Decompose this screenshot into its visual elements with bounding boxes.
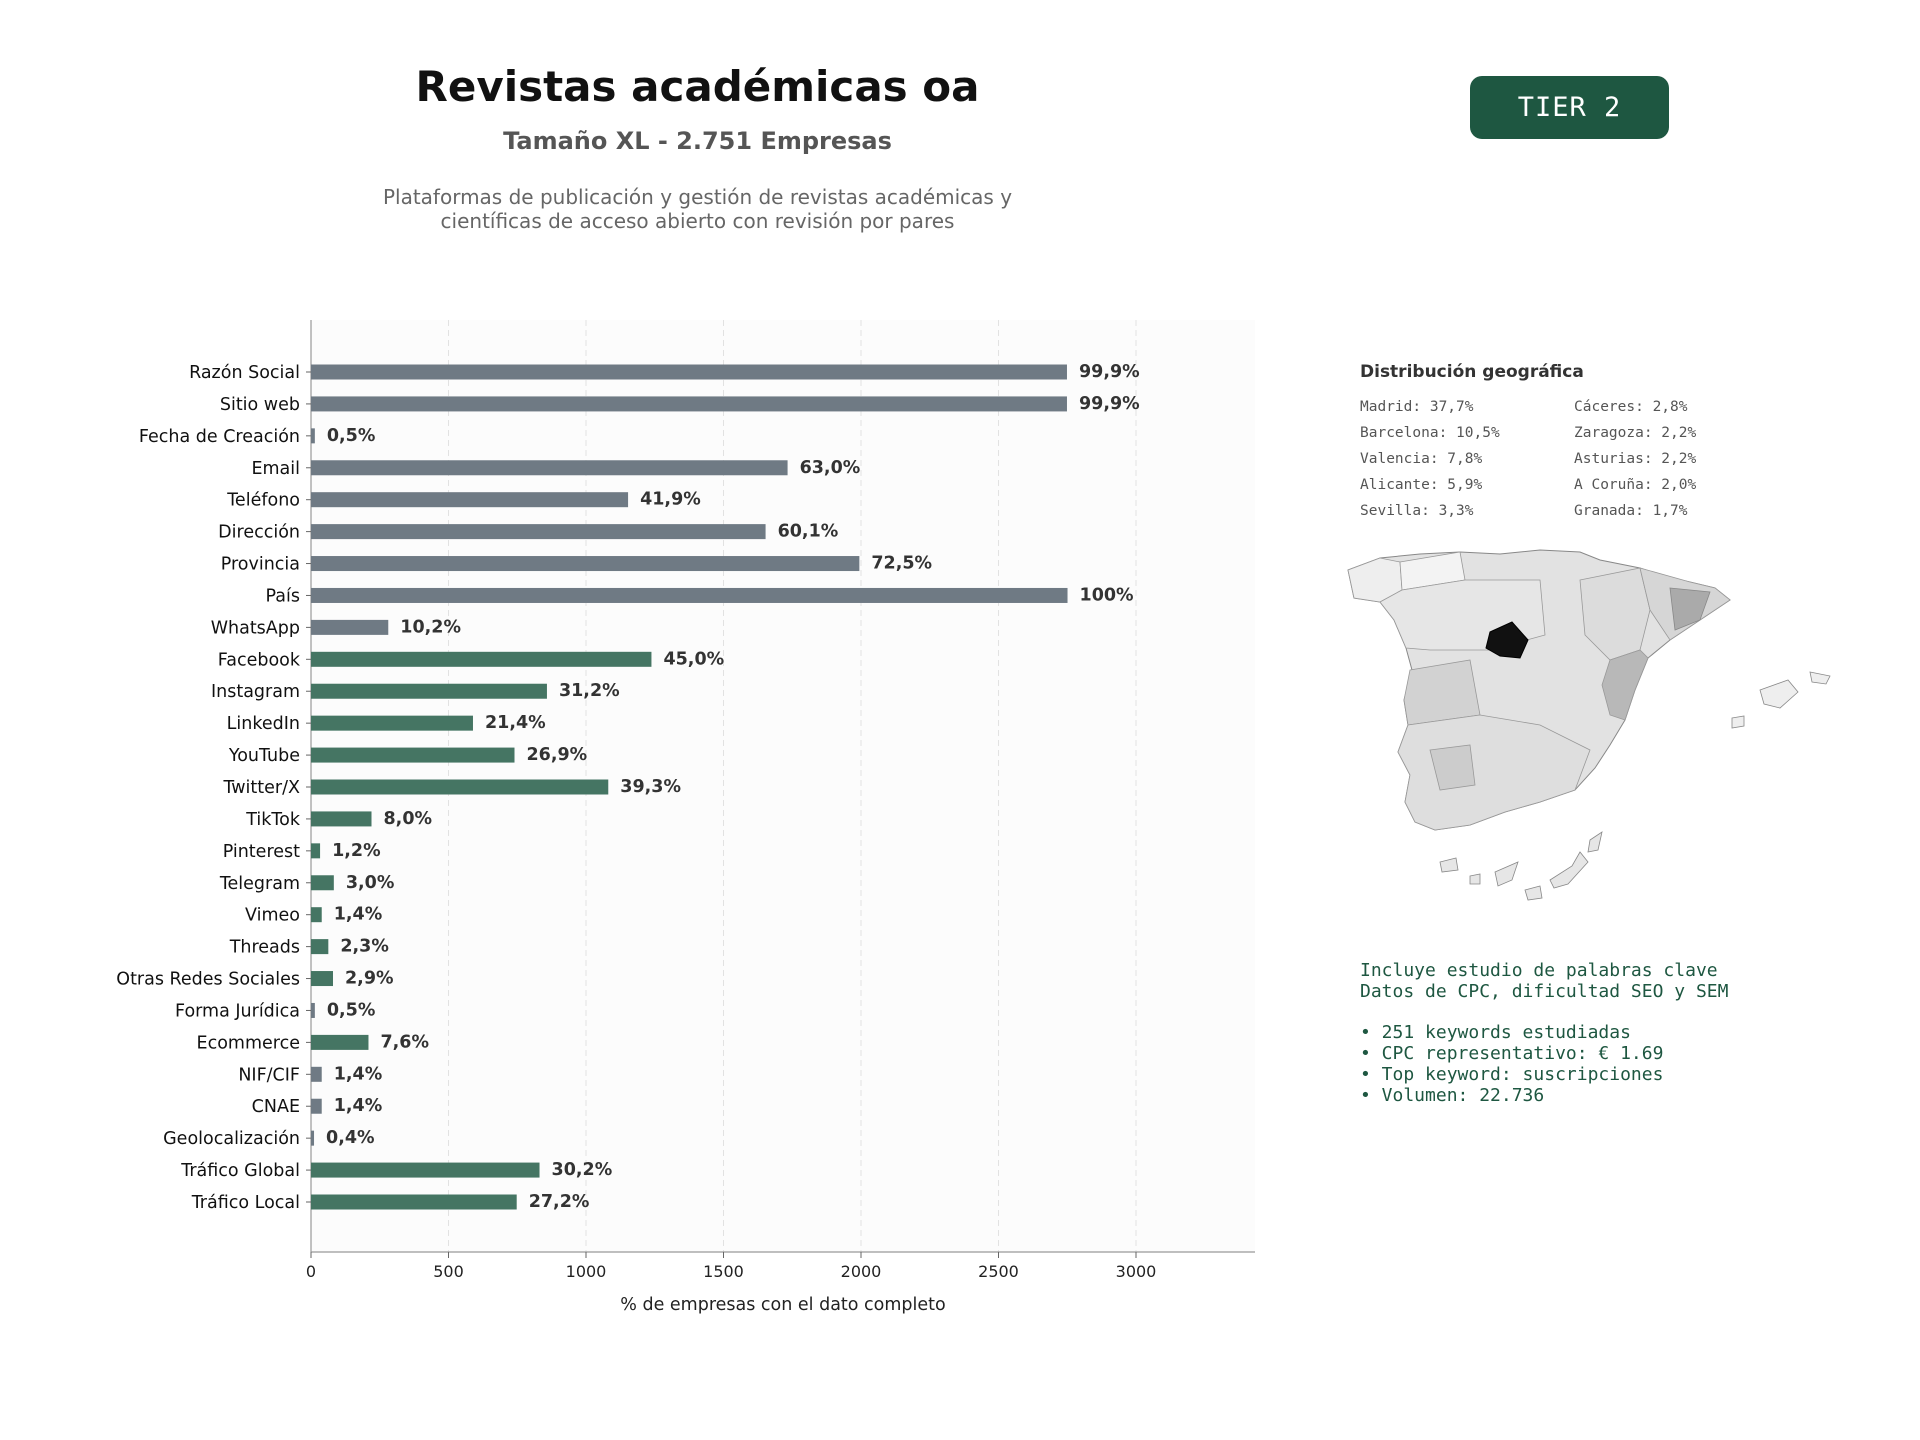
category-label: Fecha de Creación: [138, 426, 300, 447]
data-label: 60,1%: [777, 521, 839, 542]
bar: [311, 556, 859, 571]
keyword-bullet: • CPC representativo: € 1.69: [1360, 1043, 1664, 1064]
bar: [311, 939, 328, 954]
page-title: Revistas académicas oa: [415, 62, 980, 111]
description-line-2: científicas de acceso abierto con revisión por pares: [440, 209, 955, 233]
bar: [311, 1035, 368, 1050]
category-label: Geolocalización: [163, 1129, 300, 1150]
data-label: 0,5%: [326, 425, 376, 446]
category-label: Razón Social: [189, 363, 300, 383]
bar: [311, 684, 547, 699]
data-label: 3,0%: [345, 872, 395, 893]
bar: [311, 1099, 322, 1114]
bar: [311, 396, 1067, 411]
x-tick-label: 3000: [1115, 1262, 1157, 1281]
bar: [311, 780, 608, 795]
data-label: 31,2%: [558, 681, 620, 702]
category-label: Tráfico Global: [181, 1161, 300, 1182]
data-label: 26,9%: [526, 745, 588, 766]
extremadura-region: [1404, 660, 1480, 725]
canary-islands-shape: [1440, 832, 1602, 900]
category-label: Provincia: [220, 554, 300, 575]
data-label: 27,2%: [528, 1192, 590, 1212]
data-label: 30,2%: [551, 1160, 613, 1181]
data-label: 2,9%: [345, 968, 394, 989]
data-label: 2,3%: [340, 936, 389, 957]
bar: [311, 620, 388, 635]
barcelona-region: [1670, 588, 1710, 630]
data-label: 100%: [1079, 585, 1134, 606]
geo-region-item: A Coruña: 2,0%: [1574, 477, 1697, 493]
category-label: Sitio web: [219, 394, 300, 415]
data-label: 1,4%: [333, 904, 383, 925]
category-label: CNAE: [251, 1097, 300, 1118]
x-axis-label: % de empresas con el dato completo: [620, 1295, 946, 1315]
bar: [311, 460, 788, 475]
data-label: 41,9%: [640, 489, 701, 510]
menorca-shape: [1810, 672, 1830, 684]
spain-map: [1340, 540, 1860, 920]
category-label: Pinterest: [222, 841, 300, 862]
data-label: 1,2%: [332, 840, 381, 861]
data-label: 1,4%: [333, 1064, 383, 1085]
x-tick-label: 2500: [978, 1262, 1019, 1281]
bar: [311, 716, 473, 731]
bar: [311, 1131, 314, 1146]
data-label: 63,0%: [799, 457, 861, 478]
bar: [311, 748, 515, 763]
category-label: Otras Redes Sociales: [116, 969, 300, 990]
data-label: 7,6%: [380, 1032, 430, 1053]
bar: [311, 971, 333, 986]
data-label: 99,9%: [1078, 393, 1140, 414]
tier-badge: TIER 2: [1470, 76, 1669, 139]
bar: [311, 1003, 315, 1018]
geo-region-item: Granada: 1,7%: [1574, 503, 1688, 519]
bar: [311, 811, 372, 826]
category-label: Telegram: [219, 873, 300, 894]
category-label: Threads: [229, 937, 300, 958]
geo-region-item: Barcelona: 10,5%: [1360, 425, 1500, 441]
bar: [311, 524, 766, 539]
bar: [311, 492, 628, 507]
category-label: Ecommerce: [196, 1033, 300, 1054]
x-tick-label: 2000: [840, 1262, 882, 1281]
category-label: País: [265, 586, 300, 607]
bar: [311, 843, 320, 858]
category-label: TikTok: [246, 809, 300, 830]
category-label: Instagram: [210, 682, 300, 703]
category-label: LinkedIn: [226, 714, 300, 735]
keyword-bullet: • 251 keywords estudiadas: [1360, 1022, 1631, 1043]
geo-distribution-list: [1360, 399, 1780, 520]
bar: [311, 365, 1067, 380]
keyword-bullet: • Top keyword: suscripciones: [1360, 1064, 1664, 1085]
data-label: 99,9%: [1078, 362, 1140, 382]
bar: [311, 1195, 517, 1210]
bar: [311, 588, 1068, 603]
geo-distribution-title: Distribución geográfica: [1360, 362, 1584, 382]
geo-region-item: Asturias: 2,2%: [1574, 451, 1697, 467]
category-label: Teléfono: [227, 490, 300, 511]
description-line-1: Plataformas de publicación y gestión de revistas académicas y: [382, 185, 1013, 209]
keywords-info: [1360, 960, 1728, 1106]
keywords-line-1: Incluye estudio de palabras clave: [1360, 960, 1718, 981]
bar: [311, 907, 322, 922]
category-label: Vimeo: [245, 905, 300, 926]
data-label: 45,0%: [663, 649, 725, 670]
geo-region-item: Zaragoza: 2,2%: [1574, 425, 1697, 441]
category-label: Tráfico Local: [191, 1193, 300, 1213]
bar: [311, 1163, 540, 1178]
data-label: 21,4%: [484, 713, 546, 734]
mallorca-shape: [1760, 680, 1798, 708]
x-tick-label: 500: [433, 1262, 464, 1281]
category-label: YouTube: [228, 746, 300, 767]
bar: [311, 428, 315, 443]
data-label: 0,5%: [326, 1000, 376, 1021]
keywords-line-2: Datos de CPC, dificultad SEO y SEM: [1360, 981, 1729, 1002]
bar: [311, 875, 334, 890]
x-tick-label: 1000: [565, 1262, 607, 1281]
geo-region-item: Valencia: 7,8%: [1360, 451, 1483, 467]
data-label: 1,4%: [333, 1096, 383, 1117]
ibiza-shape: [1732, 716, 1744, 728]
data-label: 8,0%: [383, 808, 433, 829]
page-subtitle: Tamaño XL - 2.751 Empresas: [503, 127, 892, 155]
x-tick-label: 0: [305, 1262, 317, 1281]
bar: [311, 652, 651, 667]
category-label: Facebook: [217, 650, 300, 671]
data-label: 10,2%: [400, 617, 461, 638]
geo-region-item: Sevilla: 3,3%: [1360, 503, 1474, 519]
category-label: Twitter/X: [223, 778, 300, 798]
geo-region-item: Madrid: 37,7%: [1360, 399, 1474, 415]
keyword-bullet: • Volumen: 22.736: [1360, 1085, 1545, 1106]
geo-region-item: Alicante: 5,9%: [1360, 477, 1483, 493]
category-label: WhatsApp: [210, 618, 300, 639]
data-label: 72,5%: [871, 553, 933, 574]
category-label: Email: [251, 458, 300, 479]
data-label: 0,4%: [326, 1128, 375, 1149]
category-label: Dirección: [218, 522, 300, 543]
x-tick-label: 1500: [703, 1262, 744, 1281]
data-label: 39,3%: [620, 777, 681, 797]
geo-region-item: Cáceres: 2,8%: [1574, 399, 1688, 415]
category-label: Forma Jurídica: [175, 1001, 300, 1022]
bar: [311, 1067, 322, 1082]
category-label: NIF/CIF: [238, 1065, 300, 1086]
